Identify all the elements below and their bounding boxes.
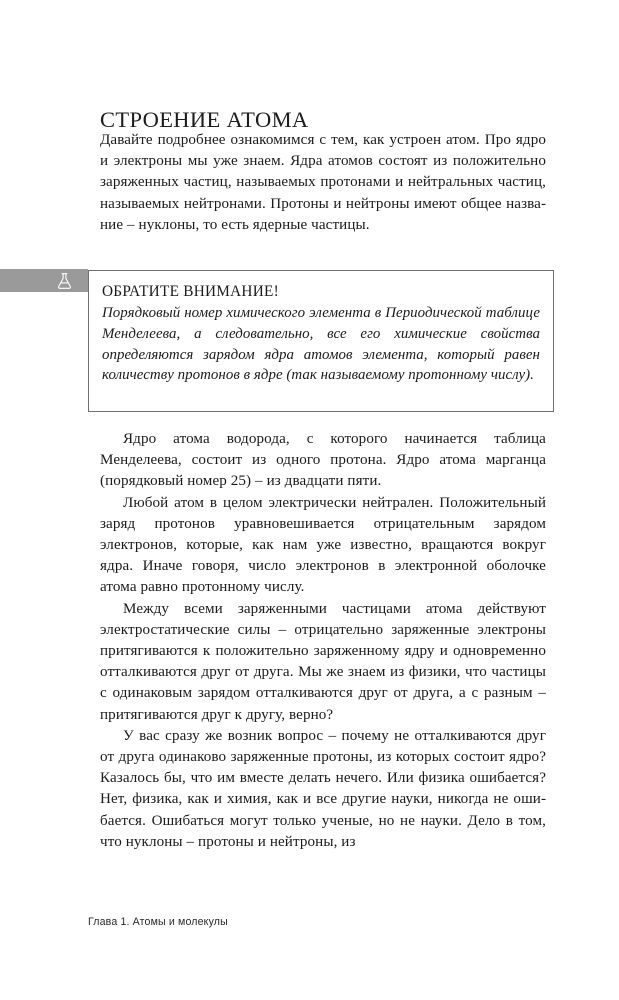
callout-heading: ОБРАТИТЕ ВНИМАНИЕ! — [102, 283, 279, 300]
intro-paragraph-block — [100, 130, 546, 236]
page-title: СТРОЕНИЕ АТОМА — [100, 107, 309, 133]
body-paragraph: Любой атом в целом электрически нейтрален. Положительный заряд протонов уравновешивается отрицательным зарядом электронов, которые, как нам уже известно, вращаются вокруг ядра. Иначе говоря, число электронов в электронной оболочке атома равно протонному числу. — [100, 494, 546, 596]
callout-body-text: Порядковый номер химического элемента в Периодической таблице Менделеева, а следовательно, все его химические свойства определяются зарядом ядра атомов элемента, который равен количеству протонов в ядре (так называемому протонному числу). — [102, 305, 540, 384]
body-paragraph: Ядро атома водорода, с которого начинается таблица Менделеева, состоит из одного протона. Ядро атома марганца (порядковый номер 25) – из двадцати пяти. — [100, 431, 546, 490]
body-paragraph: Между всеми заряженными частицами атома действуют электростатические силы – отрицательно заряженные электроны притягиваются к положительно заряженному ядру и одновременно отталкиваются друг от друга. Мы же знаем из физики, что частицы с одинаковым зарядом отталкиваются друг от друга, а с разным – притягиваются друг к другу, верно? — [100, 600, 546, 723]
intro-paragraph: Давайте подробнее ознакомимся с тем, как устроен атом. Про ядро и электроны мы уже знаем. Ядра атомов состоят из положительно заряженных частиц, называемых протонами и нейтральных частиц, называемых нейтронами. Протоны и нейтроны имеют общее название – нуклоны, то есть ядерные частицы. — [100, 132, 546, 233]
body-paragraph: У вас сразу же возник вопрос – почему не отталкиваются друг от друга одинаково заряженные протоны, из которых состоит ядро? Казалось бы, что им вместе делать нечего. Или физика ошибается? Нет, физика, как и химия, как и все другие науки, никогда не ошибается. Ошибаться могут только ученые, но не науки. Дело в том, что нуклоны – протоны и нейтроны, из — [100, 727, 546, 850]
page-footer-chapter: Глава 1. Атомы и молекулы — [88, 916, 228, 928]
body-paragraph-block — [100, 429, 546, 853]
callout-box — [88, 270, 554, 412]
flask-icon — [57, 272, 72, 289]
callout-note — [0, 269, 619, 415]
callout-tab — [0, 269, 88, 292]
